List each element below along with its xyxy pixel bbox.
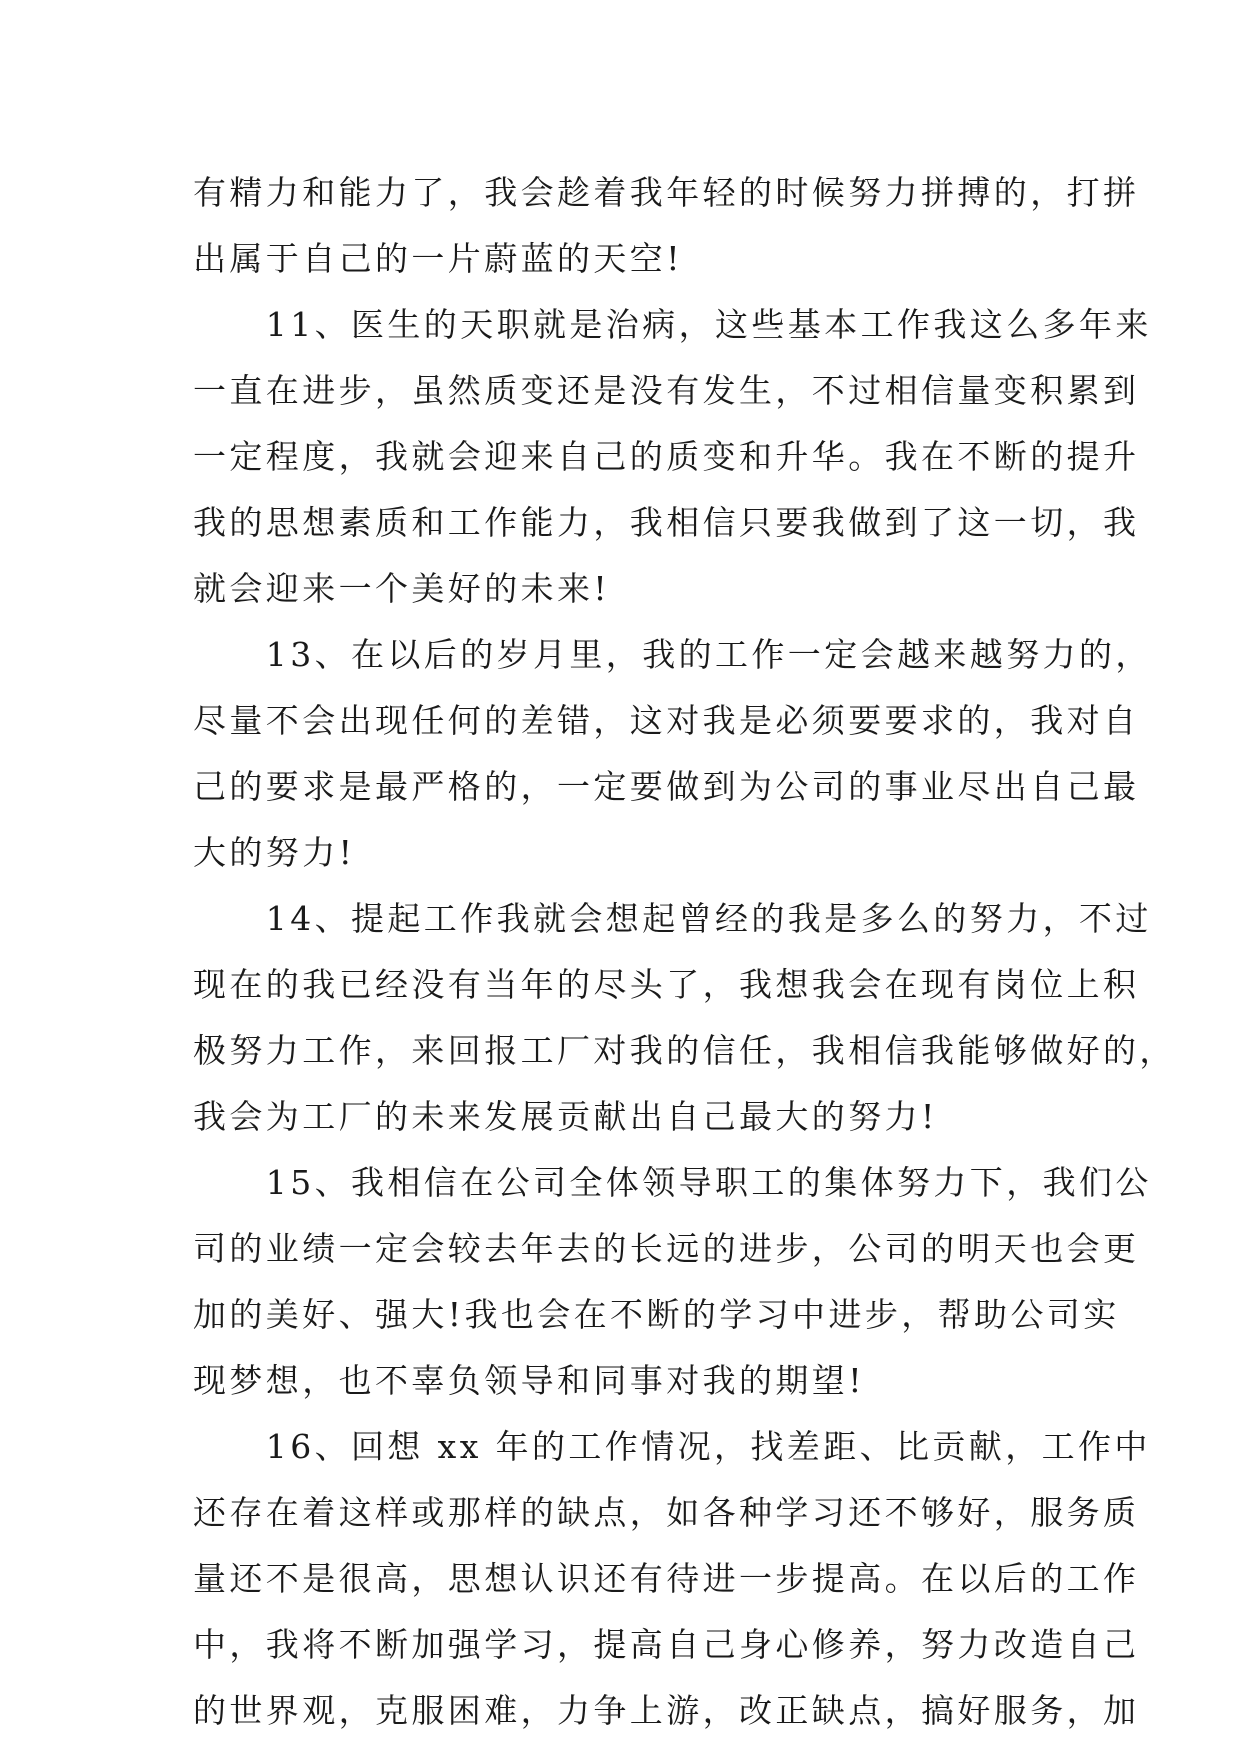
text-line: 15、我相信在公司全体领导职工的集体努力下，我们公 xyxy=(193,1163,1152,1202)
text-line: 16、回想 xx 年的工作情况，找差距、比贡献，工作中 xyxy=(193,1427,1151,1466)
text-line: 己的要求是最严格的，一定要做到为公司的事业尽出自己最 xyxy=(193,767,1140,806)
text-line: 还存在着这样或那样的缺点，如各种学习还不够好，服务质 xyxy=(193,1493,1140,1532)
text-line: 现梦想，也不辜负领导和同事对我的期望! xyxy=(193,1361,865,1400)
text-line: 一直在进步，虽然质变还是没有发生，不过相信量变积累到 xyxy=(193,371,1140,410)
text-line: 出属于自己的一片蔚蓝的天空! xyxy=(193,239,683,278)
text-line: 我的思想素质和工作能力，我相信只要我做到了这一切，我 xyxy=(193,503,1140,542)
text-line: 中，我将不断加强学习，提高自己身心修养，努力改造自己 xyxy=(193,1625,1140,1664)
text-line: 极努力工作，来回报工厂对我的信任，我相信我能够做好的， xyxy=(193,1031,1176,1070)
text-line: 11、医生的天职就是治病，这些基本工作我这么多年来 xyxy=(193,305,1152,344)
text-line: 司的业绩一定会较去年去的长远的进步，公司的明天也会更 xyxy=(193,1229,1140,1268)
text-line: 尽量不会出现任何的差错，这对我是必须要要求的，我对自 xyxy=(193,701,1140,740)
text-line: 一定程度，我就会迎来自己的质变和升华。我在不断的提升 xyxy=(193,437,1140,476)
text-line: 有精力和能力了，我会趁着我年轻的时候努力拼搏的，打拼 xyxy=(193,173,1140,212)
body-text xyxy=(193,160,1176,1744)
text-line: 的世界观，克服困难，力争上游，改正缺点，搞好服务，加 xyxy=(193,1691,1140,1730)
text-line: 大的努力! xyxy=(193,833,356,872)
text-line: 13、在以后的岁月里，我的工作一定会越来越努力的， xyxy=(193,635,1152,674)
text-line: 就会迎来一个美好的未来! xyxy=(193,569,611,608)
text-line: 加的美好、强大!我也会在不断的学习中进步，帮助公司实 xyxy=(193,1295,1120,1334)
text-line: 现在的我已经没有当年的尽头了，我想我会在现有岗位上积 xyxy=(193,965,1140,1004)
text-line: 14、提起工作我就会想起曾经的我是多么的努力，不过 xyxy=(193,899,1152,938)
text-line: 量还不是很高，思想认识还有待进一步提高。在以后的工作 xyxy=(193,1559,1140,1598)
text-line: 我会为工厂的未来发展贡献出自己最大的努力! xyxy=(193,1097,938,1136)
